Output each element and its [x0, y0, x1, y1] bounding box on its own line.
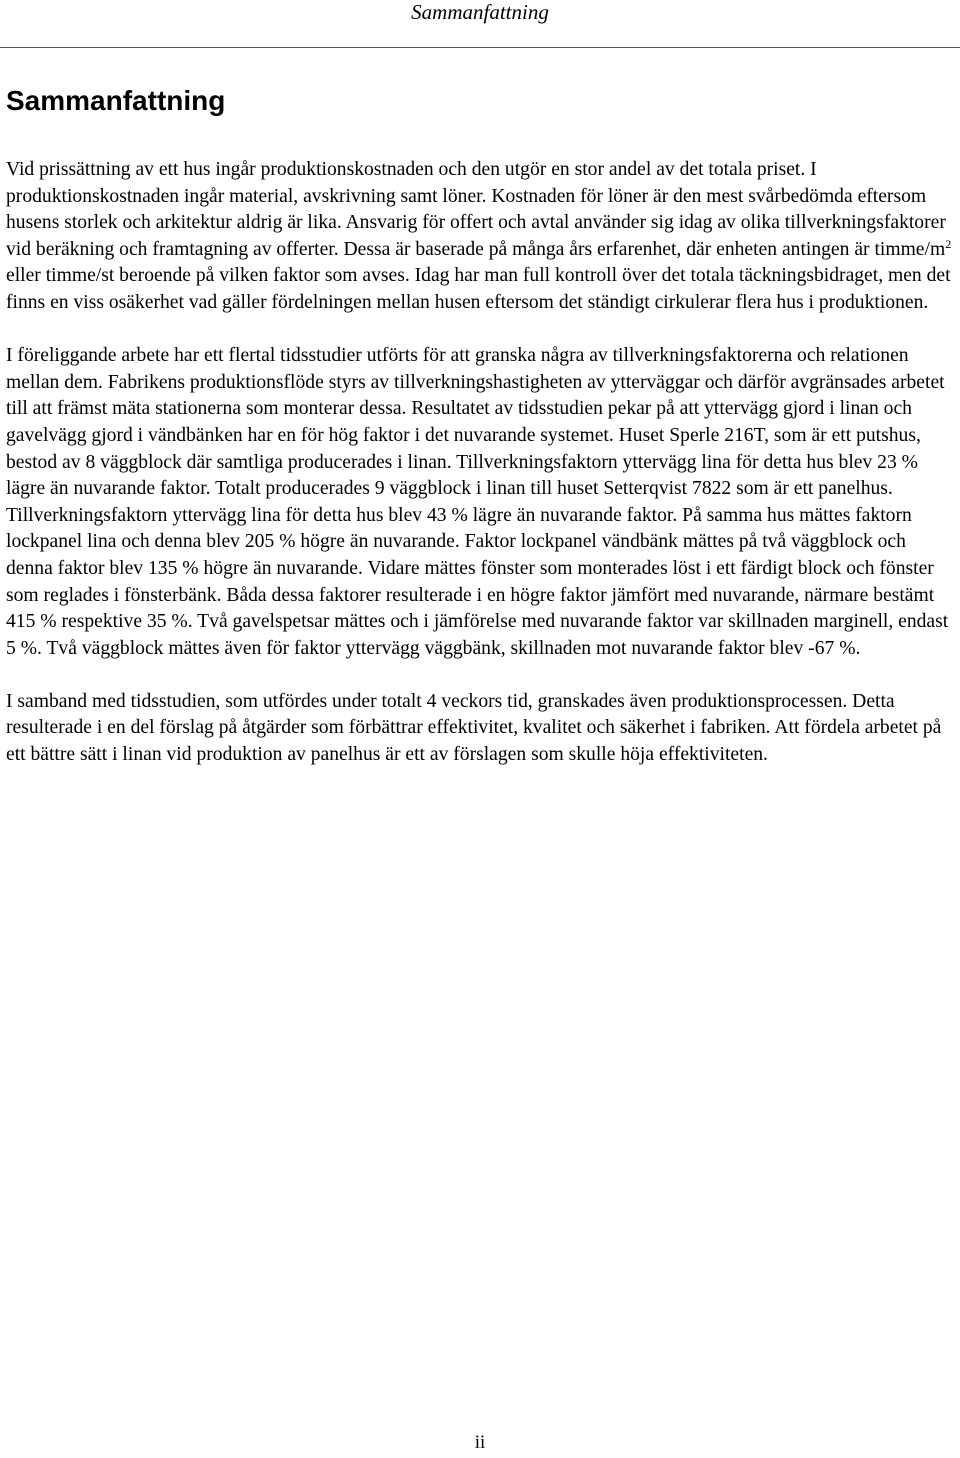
paragraph-3: I samband med tidsstudien, som utfördes under totalt 4 veckors tid, granskades även produktionsprocessen. Detta resulterade i en del förslag på åtgärder som förbättrar effektivitet, kvalitet och säkerhet i fabriken. Att fördela arbetet på ett bättre sätt i linan vid produktion av panelhus är ett av förslagen som skulle höja effektiviteten. — [6, 690, 942, 766]
summary-body — [6, 157, 954, 795]
superscript-2: 2 — [945, 236, 952, 251]
page-number: ii — [474, 1432, 486, 1453]
paragraph-1 — [6, 157, 954, 317]
running-header: Sammanfattning — [411, 0, 549, 24]
header-divider — [0, 47, 960, 48]
paragraph-1-text-a: Vid prissättning av ett hus ingår produktionskostnaden och den utgör en stor andel av det totala priset. I produktionskostnaden ingår material, avskrivning samt löner. Kostnaden för löner är den mest svårbedömda eftersom husens storlek och arkitektur aldrig är lika. Ansvarig för offert och avtal använder sig idag av olika tillverkningsfaktorer vid beräkning och framtagning av offerter. Dessa är baserade på många års erfarenhet, där enheten antingen är timme/m — [6, 159, 946, 260]
page-title: Sammanfattning — [6, 85, 226, 116]
paragraph-2: I föreliggande arbete har ett flertal tidsstudier utförts för att granska några av tillverkningsfaktorerna och relationen mellan dem. Fabrikens produktionsflöde styrs av tillverkningshastigheten av ytterväggar och därför avgränsades arbetet till att främst mäta stationerna som monterar dessa. Resultatet av tidsstudien pekar på att yttervägg gjord i linan och gavelvägg gjord i vändbänken har en för hög faktor i det nuvarande systemet. Huset Sperle 216T, som är ett putshus, bestod av 8 väggblock där samtliga producerades i linan. Tillverkningsfaktorn yttervägg lina för detta hus blev 23 % lägre än nuvarande faktor. Totalt producerades 9 väggblock i linan till huset Setterqvist 7822 som är ett panelhus. Tillverkningsfaktorn yttervägg lina för detta hus blev 43 % lägre än nuvarande faktor. På samma hus mättes faktorn lockpanel lina och denna blev 205 % högre än nuvarande. Faktor lockpanel vändbänk mättes på två väggblock och denna faktor blev 135 % högre än nuvarande. Vidare mättes fönster som monterades löst i ett färdigt block och fönster som reglades i fönsterbänk. Båda dessa faktorer resulterade i en högre faktor jämfört med nuvarande, närmare bestämt 415 % respektive 35 %. Två gavelspetsar mättes och i jämförelse med nuvarande faktor var skillnaden marginell, endast 5 %. Två väggblock mättes även för faktor yttervägg väggbänk, skillnaden mot nuvarande faktor blev -67 %. — [6, 345, 949, 659]
paragraph-1-text-b: eller timme/st beroende på vilken faktor som avses. Idag har man full kontroll över det totala täckningsbidraget, men det finns en viss osäkerhet vad gäller fördelningen mellan husen eftersom det ständigt cirkulerar flera hus i produktionen. — [6, 265, 951, 313]
